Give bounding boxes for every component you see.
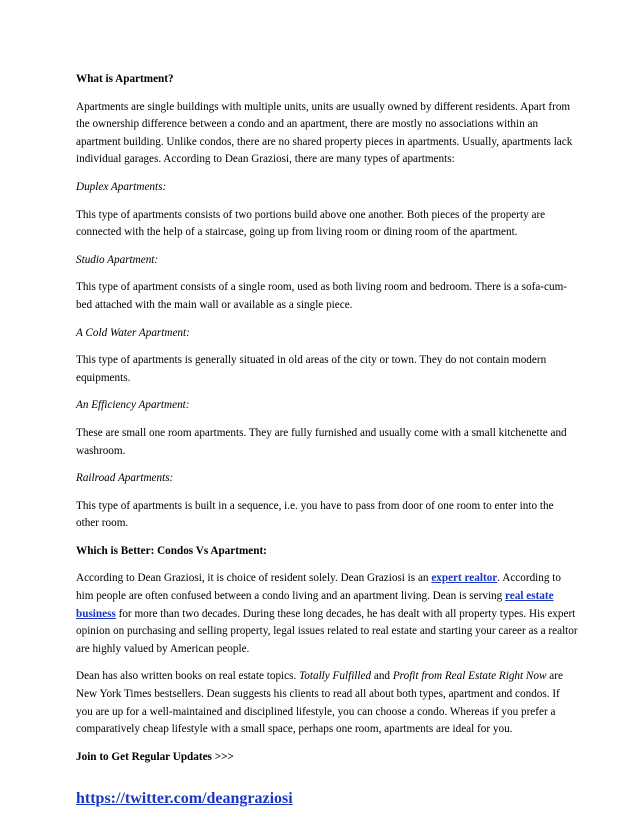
subhead-duplex: Duplex Apartments: bbox=[76, 180, 167, 193]
efficiency-paragraph: These are small one room apartments. They are fully furnished and usually come with a small kitchenette and washroom. bbox=[76, 426, 567, 457]
studio-paragraph: This type of apartment consists of a single room, used as both living room and bedroom. There is a sofa-cum-bed attached with the main wall or available as a single piece. bbox=[76, 281, 568, 311]
duplex-paragraph: This type of apartments consists of two portions build above one another. Both pieces of the property are connected with the help of a staircase, going up from living room or dining room of the apartment. bbox=[76, 208, 546, 239]
subhead-efficiency: An Efficiency Apartment: bbox=[76, 399, 190, 412]
subhead-cold-water: A Cold Water Apartment: bbox=[76, 326, 190, 339]
comparison-text-3: for more than two decades. During these long decades, he has dealt with all property types. His expert opinion on purchasing and selling property, legal issues related to real estate and starting your career as a realtor are highly valued by American people. bbox=[76, 607, 578, 655]
subhead-railroad: Railroad Apartments: bbox=[76, 472, 174, 485]
comparison-text-1: According to Dean Graziosi, it is choice of resident solely. Dean Graziosi is an bbox=[76, 572, 432, 585]
railroad-paragraph: This type of apartments is built in a sequence, i.e. you have to pass from door of one room to enter into the other room. bbox=[76, 499, 554, 530]
intro-paragraph: Apartments are single buildings with multiple units, units are usually owned by different residents. Apart from the ownership difference between a condo and an apartment, there are mostly no associations within an apartment building. Unlike condos, there are no shared property pieces in apartments. Usually, apartments lack individual garages. According to Dean Graziosi, there are many types of apartments: bbox=[76, 100, 573, 166]
books-text-2: and bbox=[371, 670, 393, 683]
books-paragraph bbox=[76, 668, 578, 738]
cold-water-paragraph: This type of apartments is generally situated in old areas of the city or town. They do not contain modern equipments. bbox=[76, 354, 547, 384]
twitter-link[interactable]: https://twitter.com/deangraziosi bbox=[76, 790, 293, 808]
heading-which-is-better: Which is Better: Condos Vs Apartment: bbox=[76, 544, 267, 557]
books-text-3: are New York Times bestsellers. Dean suggests his clients to read all about both types, apartment and condos. If you are up for a well-maintained and disciplined lifestyle, you can choose a condo. Whereas if you prefer a comparatively cheap lifestyle with a small space, perhaps one room, apartments are ideal for you. bbox=[76, 670, 563, 736]
heading-what-is-apartment: What is Apartment? bbox=[76, 73, 174, 85]
subhead-studio: Studio Apartment: bbox=[76, 253, 159, 266]
comparison-text-2: . According to him people are often confused between a condo living and an apartment living. Dean is serving bbox=[76, 572, 561, 603]
join-updates-text: Join to Get Regular Updates >>> bbox=[76, 750, 234, 763]
expert-realtor-link[interactable]: expert realtor bbox=[431, 572, 498, 585]
book-title-profit: Profit from Real Estate Right Now bbox=[392, 670, 547, 683]
real-estate-business-link[interactable]: real estate business bbox=[76, 590, 554, 620]
comparison-paragraph bbox=[76, 570, 578, 658]
books-text-1: Dean has also written books on real estate topics. bbox=[76, 670, 300, 683]
book-title-totally-fulfilled: Totally Fulfilled bbox=[299, 670, 372, 683]
